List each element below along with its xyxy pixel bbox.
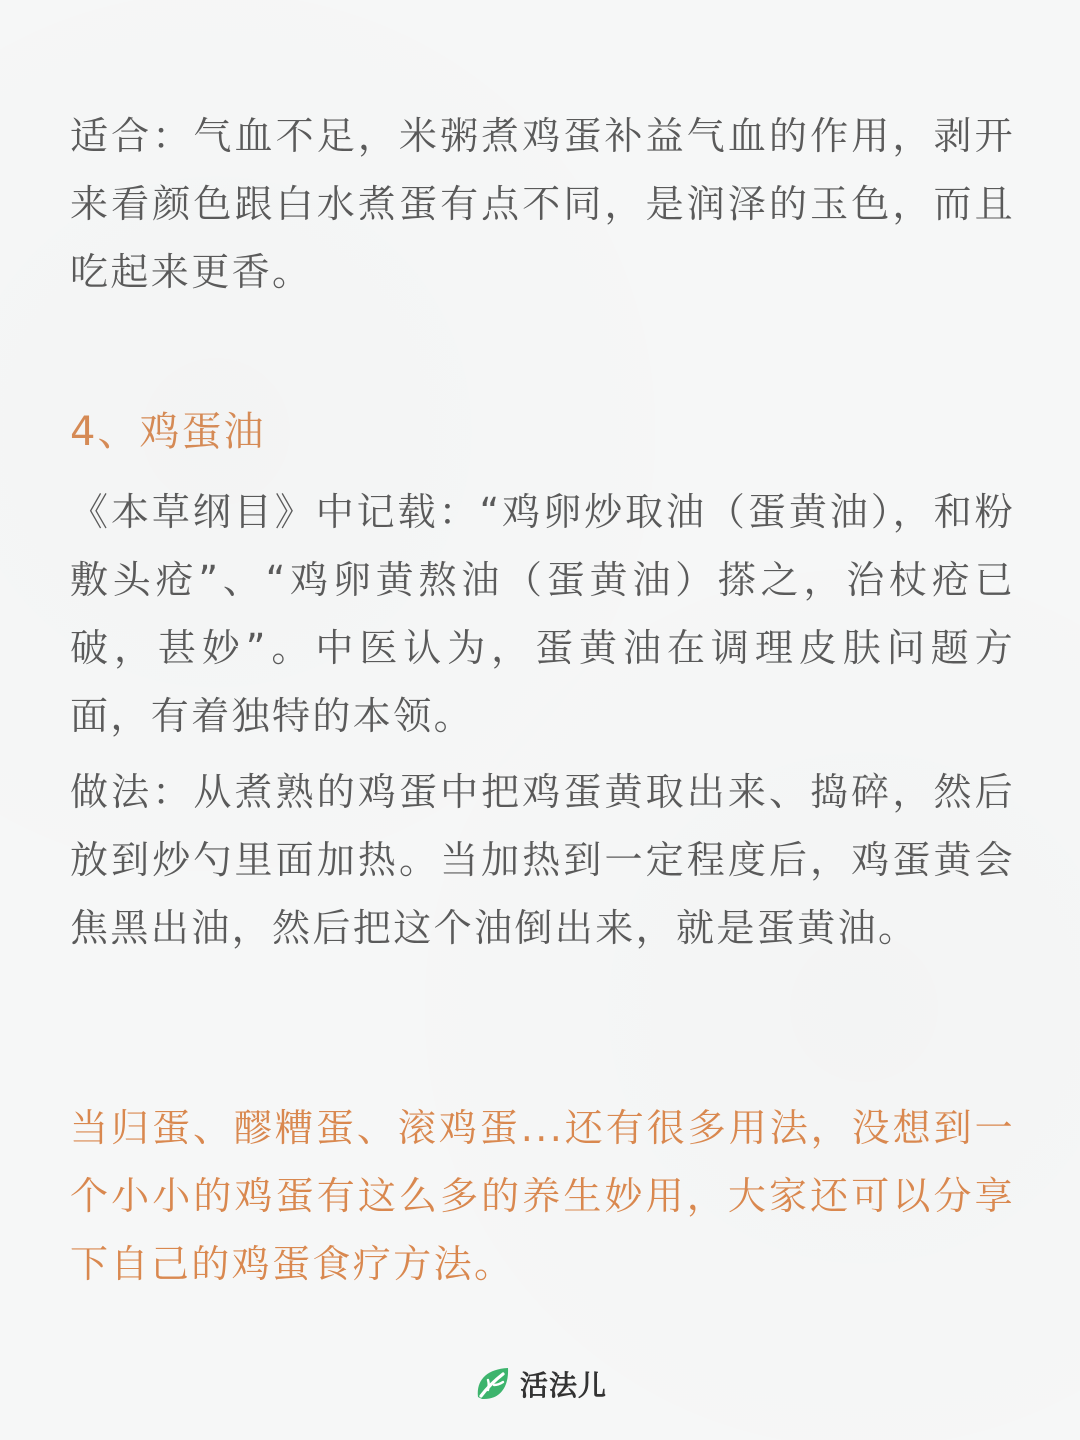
paragraph-suitable: 适合：气血不足，米粥煮鸡蛋补益气血的作用，剥开来看颜色跟白水煮蛋有点不同，是润泽的玉色，而且吃起来更香。: [70, 114, 1015, 294]
section-heading-egg-oil: 4、鸡蛋油: [70, 409, 266, 455]
paragraph-closing: 当归蛋、醪糟蛋、滚鸡蛋...还有很多用法，没想到一个小小的鸡蛋有这么多的养生妙用，大家还可以分享下自己的鸡蛋食疗方法。: [70, 1106, 1015, 1286]
paragraph-method: 做法：从煮熟的鸡蛋中把鸡蛋黄取出来、捣碎，然后放到炒勺里面加热。当加热到一定程度后，鸡蛋黄会焦黑出油，然后把这个油倒出来，就是蛋黄油。: [70, 770, 1015, 950]
brand-name: 活法儿: [520, 1369, 608, 1402]
paragraph-bencao-quote: 《本草纲目》中记载：“鸡卵炒取油（蛋黄油），和粉敷头疮”、“鸡卵黄熬油（蛋黄油）搽之，治杖疮已破，甚妙”。中医认为，蛋黄油在调理皮肤问题方面，有着独特的本领。: [70, 490, 1015, 738]
brand-logo: [472, 1360, 607, 1408]
leaf-icon: [472, 1363, 514, 1405]
